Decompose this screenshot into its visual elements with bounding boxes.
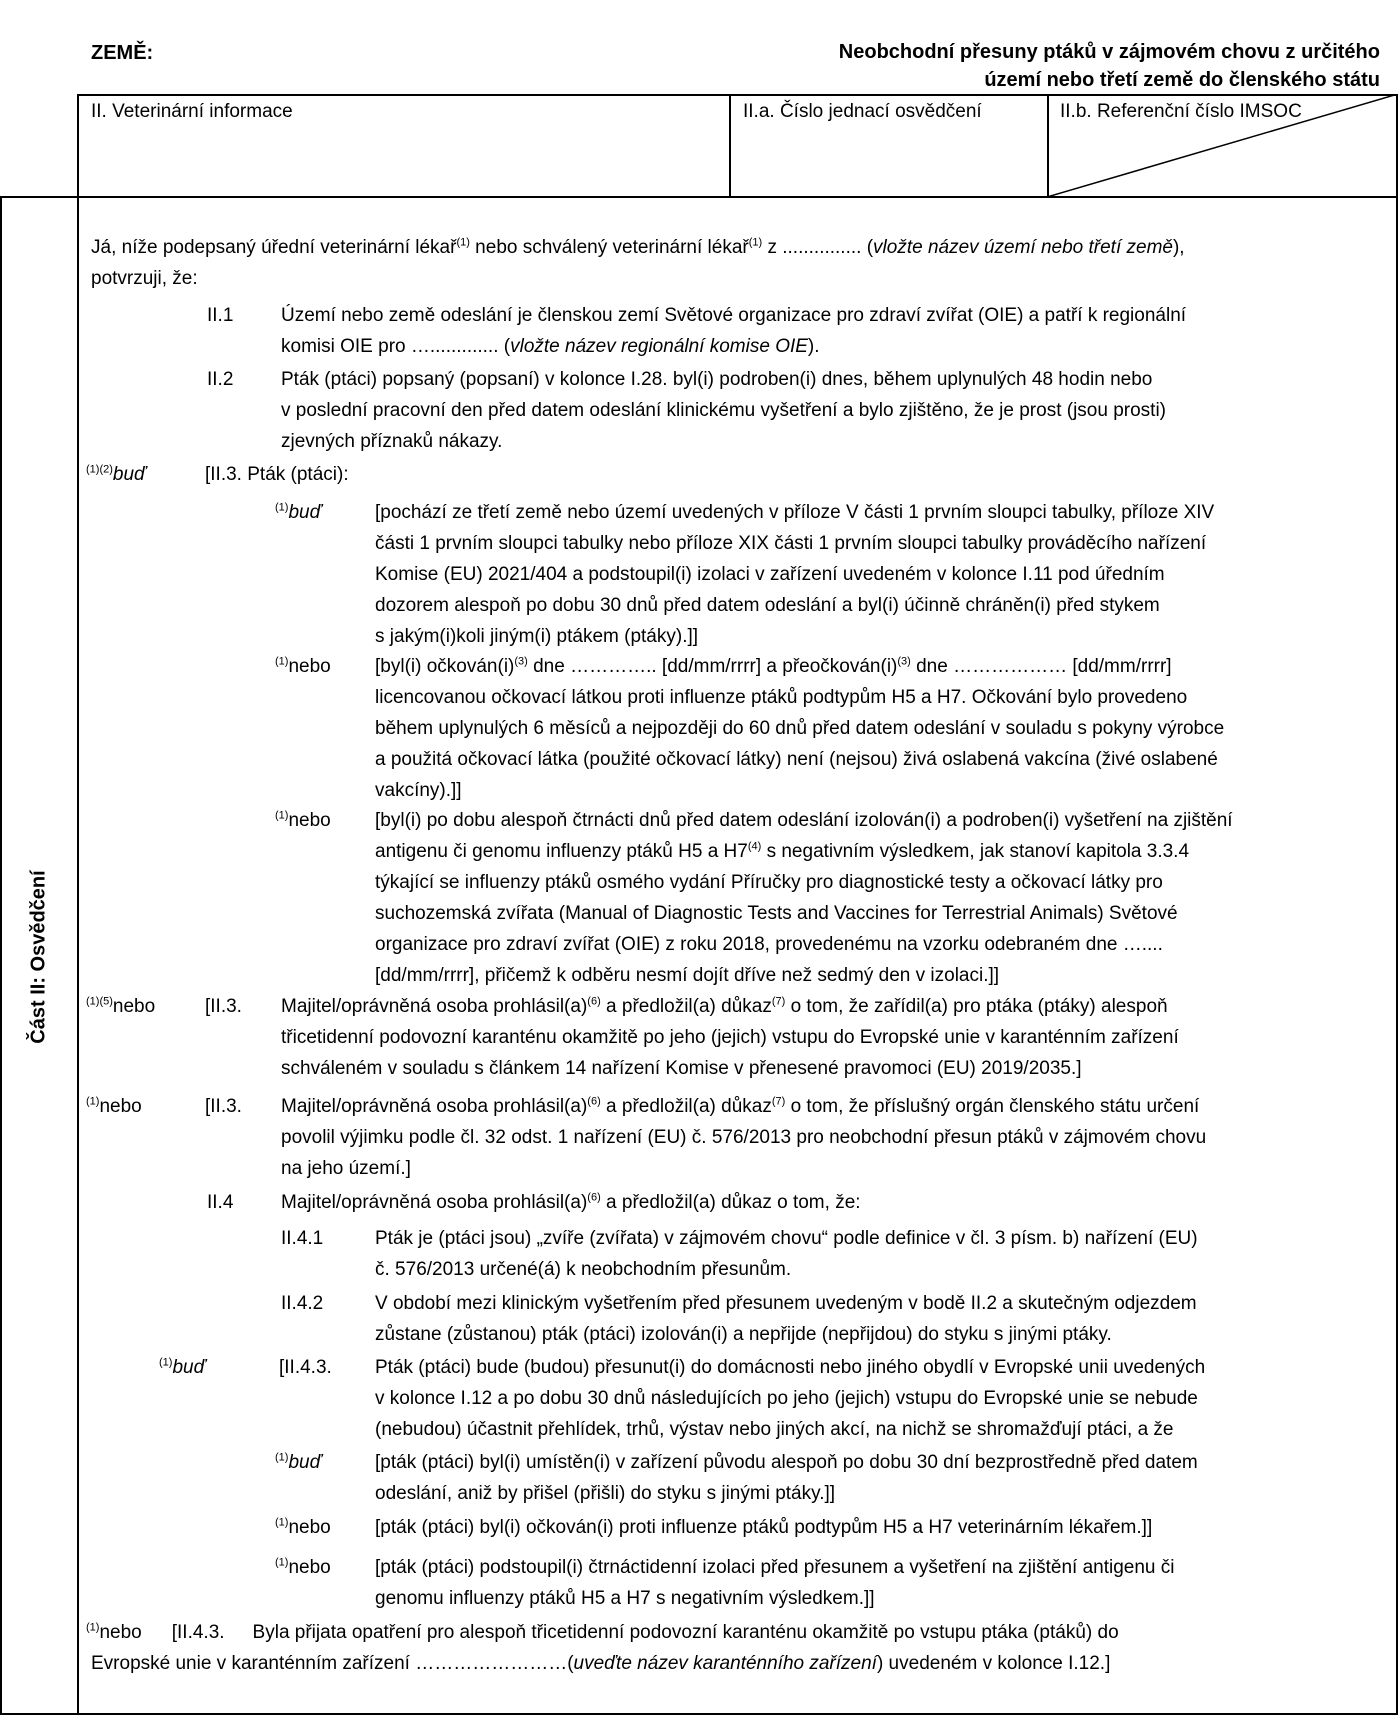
clause-text: Majitel/oprávněná osoba prohlásil(a) [281, 1192, 588, 1213]
clause-line: části 1 prvním sloupci tabulky nebo příloze XIX části 1 prvním sloupci tabulky prováděcího nařízení [375, 533, 1207, 554]
clause-text: ). [807, 336, 820, 357]
clause-II-4-3-alt [86, 1617, 1386, 1679]
clause-number: II.4 [207, 1192, 234, 1213]
option-marker [86, 991, 155, 1022]
intro-text-a: Já, níže podepsaný úřední veterinární lékař [91, 237, 457, 258]
clause-number: II.4.1 [281, 1228, 324, 1249]
option-marker [86, 1091, 142, 1122]
clause-text: a předložil(a) důkaz [600, 996, 772, 1017]
clause-line: zůstane (zůstanou) pták (ptáci) izolován(i) a nepřijde (nepřijdou) do styku s jinými ptáky. [375, 1324, 1112, 1345]
clause-line: v poslední pracovní den před datem odeslání klinickému vyšetření a bylo zjištěno, že je prost (jsou prosti) [281, 400, 1167, 421]
footnote-ref: (1)(5) [86, 995, 113, 1008]
clause-number: [II.4.3. [171, 1622, 225, 1643]
clause-number: [II.3. [205, 996, 242, 1017]
intro-text-d: ), [1172, 237, 1185, 258]
clause-II-3-option-c [375, 805, 1385, 991]
clause-II-2 [281, 364, 1381, 457]
footnote-ref: (1) [86, 1095, 100, 1108]
side-left-border [0, 196, 2, 1715]
intro-paragraph [91, 232, 1391, 294]
option-word: nebo [288, 656, 331, 677]
clause-II-4-3-option-c [375, 1552, 1385, 1614]
footnote-ref: (6) [587, 1191, 601, 1204]
clause-line: a použitá očkovací látka (použité očkovací látky) není (nejsou) živá oslabená vakcína (živé oslabené [375, 749, 1218, 770]
clause-line: Pták (ptáci) popsaný (popsaní) v kolonce I.28. byl(i) podroben(i) dnes, během uplynulých 48 hodin nebo [281, 369, 1153, 390]
clause-line: [pták (ptáci) podstoupil(i) čtrnáctidenní izolaci před přesunem a vyšetření na zjištění antigenu či [375, 1557, 1175, 1578]
option-word: buď [288, 1452, 322, 1473]
option-marker [275, 651, 331, 682]
clause-text: dne ………….. [dd/mm/rrrr] a přeočkován(i) [527, 656, 898, 677]
clause-text: a předložil(a) důkaz o tom, že: [600, 1192, 861, 1213]
footnote-ref: (1) [86, 1621, 100, 1634]
option-marker [275, 1552, 331, 1583]
clause-number: II.4.2 [281, 1293, 324, 1314]
footnote-ref: (3) [514, 655, 528, 668]
clause-line: týkající se influenzy ptáků osmého vydání Příručky pro diagnostické testy a očkovací látky pro [375, 872, 1163, 893]
clause-text: ) uvedeném v kolonce I.12.] [876, 1653, 1111, 1674]
clause-text: Evropské unie v karanténním zařízení ……………………( [91, 1653, 574, 1674]
clause-line: [dd/mm/rrrr], přičemž k odběru nesmí dojít dříve než sedmý den v izolaci.]] [375, 965, 1000, 986]
clause-line: schváleném v souladu s článkem 14 nařízení Komise v přenesené pravomoci (EU) 2019/2035.] [281, 1058, 1082, 1079]
box-divider-1 [729, 94, 731, 197]
option-word: nebo [288, 1557, 331, 1578]
clause-line: vakcíny).]] [375, 780, 462, 801]
clause-number: [II.4.3. [279, 1357, 332, 1378]
clause-line: dozorem alespoň po dobu 30 dnů před datem odeslání a byl(i) účinně chráněn(i) před stykem [375, 595, 1160, 616]
clause-line: odeslání, aniž by přišel (přišli) do styku s jinými ptáky.]] [375, 1483, 836, 1504]
clause-line: č. 576/2013 určené(á) k neobchodním přesunům. [375, 1259, 792, 1280]
intro-text-b: nebo schválený veterinární lékař [469, 237, 749, 258]
clause-text: Byla přijata opatření pro alespoň třicetidenní podovozní karanténu okamžitě po vstupu ptáka (ptáků) do [252, 1622, 1119, 1643]
clause-line: Pták (ptáci) bude (budou) přesunut(i) do domácnosti nebo jiného obydlí v Evropské unii uvedených [375, 1357, 1206, 1378]
option-marker [86, 459, 146, 490]
clause-line: organizace pro zdraví zvířat (OIE) z roku 2018, provedenému na vzorku odebraném dne ….... [375, 934, 1163, 955]
clause-line: povolil výjimku podle čl. 32 odst. 1 nařízení (EU) č. 576/2013 pro neobchodní přesun ptáků v zájmovém chovu [281, 1127, 1207, 1148]
clause-line: [pochází ze třetí země nebo území uvedených v příloze V části 1 prvním sloupci tabulky, příloze XIV [375, 502, 1215, 523]
footnote-ref: (1) [275, 1451, 289, 1464]
option-marker [275, 1512, 331, 1543]
clause-line: Pták je (ptáci jsou) „zvíře (zvířata) v zájmovém chovu“ podle definice v čl. 3 písm. b) nařízení (EU) [375, 1228, 1198, 1249]
option-marker [275, 1447, 321, 1478]
clause-line: v kolonce I.12 a po dobu 30 dnů následujících po jeho (jejich) vstupu do Evropské unie se nebude [375, 1388, 1198, 1409]
clause-number: II.2 [207, 369, 234, 390]
clause-II-3-heading: [II.3. Pták (ptáci): [205, 464, 349, 485]
clause-II-4 [281, 1187, 1381, 1218]
option-word: nebo [99, 1622, 142, 1643]
intro-line-2: potvrzuji, že: [91, 268, 198, 289]
option-marker [159, 1352, 205, 1383]
option-word: buď [172, 1357, 206, 1378]
footnote-ref: (1) [275, 655, 289, 668]
clause-italic: vložte název regionální komise OIE [510, 336, 808, 357]
clause-number: [II.3. [205, 1096, 242, 1117]
option-word: buď [288, 502, 322, 523]
clause-II-4-3-option-b [375, 1512, 1385, 1543]
clause-line: (nebudou) účastnit přehlídek, trhů, výstav nebo jiných akcí, na nichž se shromažďují ptáci, a že [375, 1419, 1174, 1440]
clause-line: Území nebo země odeslání je členskou zemí Světové organizace pro zdraví zvířat (OIE) a patří k regionální [281, 305, 1187, 326]
option-marker [275, 805, 331, 836]
footnote-ref: (4) [747, 840, 762, 853]
clause-text: komisi OIE pro …............. ( [281, 336, 511, 357]
footnote-ref: (3) [897, 655, 911, 668]
footnote-ref: (1) [275, 501, 289, 514]
vet-info-label: II. Veterinární informace [91, 101, 293, 122]
imsoc-label: II.b. Referenční číslo IMSOC [1060, 101, 1302, 122]
clause-line: [byl(i) po dobu alespoň čtrnácti dnů před datem odeslání izolován(i) a podroben(i) vyšetření na zjištění [375, 810, 1233, 831]
clause-II-4-1 [375, 1223, 1385, 1285]
title-line-2: území nebo třetí země do členského státu [984, 69, 1380, 91]
clause-number: II.1 [207, 305, 234, 326]
clause-text: dne ……………… [dd/mm/rrrr] [910, 656, 1172, 677]
clause-line: během uplynulých 6 měsíců a nejpozději do 60 dnů před datem odeslání v souladu s pokyny výrobce [375, 718, 1225, 739]
clause-II-3-alt-derogation [281, 1091, 1391, 1184]
clause-II-1 [281, 300, 1381, 362]
footnote-ref: (1) [275, 1556, 289, 1569]
clause-text: Majitel/oprávněná osoba prohlásil(a) [281, 1096, 588, 1117]
clause-II-3-alt-quarantine [281, 991, 1391, 1084]
footnote-ref: (6) [587, 1095, 601, 1108]
intro-italic: vložte název území nebo třetí země [873, 237, 1173, 258]
option-word: nebo [288, 810, 331, 831]
clause-text: o tom, že zařídil(a) pro ptáka (ptáky) alespoň [785, 996, 1168, 1017]
clause-text: s negativním výsledkem, jak stanoví kapitola 3.3.4 [761, 841, 1190, 862]
clause-italic: uveďte název karanténního zařízení [573, 1653, 877, 1674]
clause-line: zjevných příznaků nákazy. [281, 431, 503, 452]
footnote-ref: (1) [159, 1356, 173, 1369]
clause-text: Majitel/oprávněná osoba prohlásil(a) [281, 996, 588, 1017]
clause-text: antigenu či genomu influenzy ptáků H5 a H7 [375, 841, 748, 862]
document-title [839, 38, 1380, 94]
footnote-ref: (1) [275, 1516, 289, 1529]
footnote-ref: (6) [587, 995, 601, 1008]
option-word: nebo [112, 996, 156, 1017]
footnote-ref: (1) [456, 236, 470, 249]
clause-line: s jakým(i)koli jiným(i) ptákem (ptáky).]] [375, 626, 699, 647]
option-marker [275, 497, 321, 528]
clause-line: [pták (ptáci) byl(i) umístěn(i) v zařízení původu alespoň po dobu 30 dní bezprostředně před datem [375, 1452, 1198, 1473]
intro-text-c: z ............... ( [762, 237, 874, 258]
clause-II-3-option-b [375, 651, 1385, 806]
clause-line: třicetidenní podovozní karanténu okamžitě po jeho (jejich) vstupu do Evropské unie v karanténním zařízení [281, 1027, 1179, 1048]
clause-line: na jeho území.] [281, 1158, 411, 1179]
footnote-ref: (1) [748, 236, 763, 249]
country-label: ZEMĚ: [91, 42, 154, 64]
option-word: buď [112, 464, 146, 485]
footnote-ref: (7) [771, 1095, 786, 1108]
clause-text: o tom, že příslušný orgán členského státu určení [785, 1096, 1200, 1117]
clause-text: a předložil(a) důkaz [600, 1096, 772, 1117]
main-left-border [77, 94, 79, 1715]
footnote-ref: (1)(2) [86, 463, 113, 476]
clause-II-4-3-option-a [375, 1447, 1385, 1509]
clause-line: V období mezi klinickým vyšetřením před přesunem uvedeným v bodě II.2 a skutečným odjezdem [375, 1293, 1197, 1314]
clause-line: Komise (EU) 2021/404 a podstoupil(i) izolaci v zařízení uvedeném v kolonce I.11 pod úředním [375, 564, 1165, 585]
clause-line: [pták (ptáci) byl(i) očkován(i) proti influenze ptáků podtypům H5 a H7 veterinárním lékařem.]] [375, 1517, 1153, 1538]
option-word: nebo [99, 1096, 142, 1117]
section-side-label: Část II: Osvědčení [27, 870, 50, 1044]
footnote-ref: (7) [771, 995, 786, 1008]
clause-II-4-3 [375, 1352, 1385, 1445]
clause-line: genomu influenzy ptáků H5 a H7 s negativním výsledkem.]] [375, 1588, 875, 1609]
ref-number-label: II.a. Číslo jednací osvědčení [743, 101, 982, 122]
title-line-1: Neobchodní přesuny ptáků v zájmovém chovu z určitého [838, 41, 1380, 63]
clause-II-3-option-a [375, 497, 1385, 652]
clause-II-4-2 [375, 1288, 1385, 1350]
clause-line: licencovanou očkovací látkou proti influenze ptáků podtypům H5 a H7. Očkování bylo provedeno [375, 687, 1188, 708]
option-word: nebo [288, 1517, 331, 1538]
clause-text: [byl(i) očkován(i) [375, 656, 515, 677]
clause-line: suchozemská zvířata (Manual of Diagnostic Tests and Vaccines for Terrestrial Animals) Světové [375, 903, 1178, 924]
footnote-ref: (1) [275, 809, 289, 822]
